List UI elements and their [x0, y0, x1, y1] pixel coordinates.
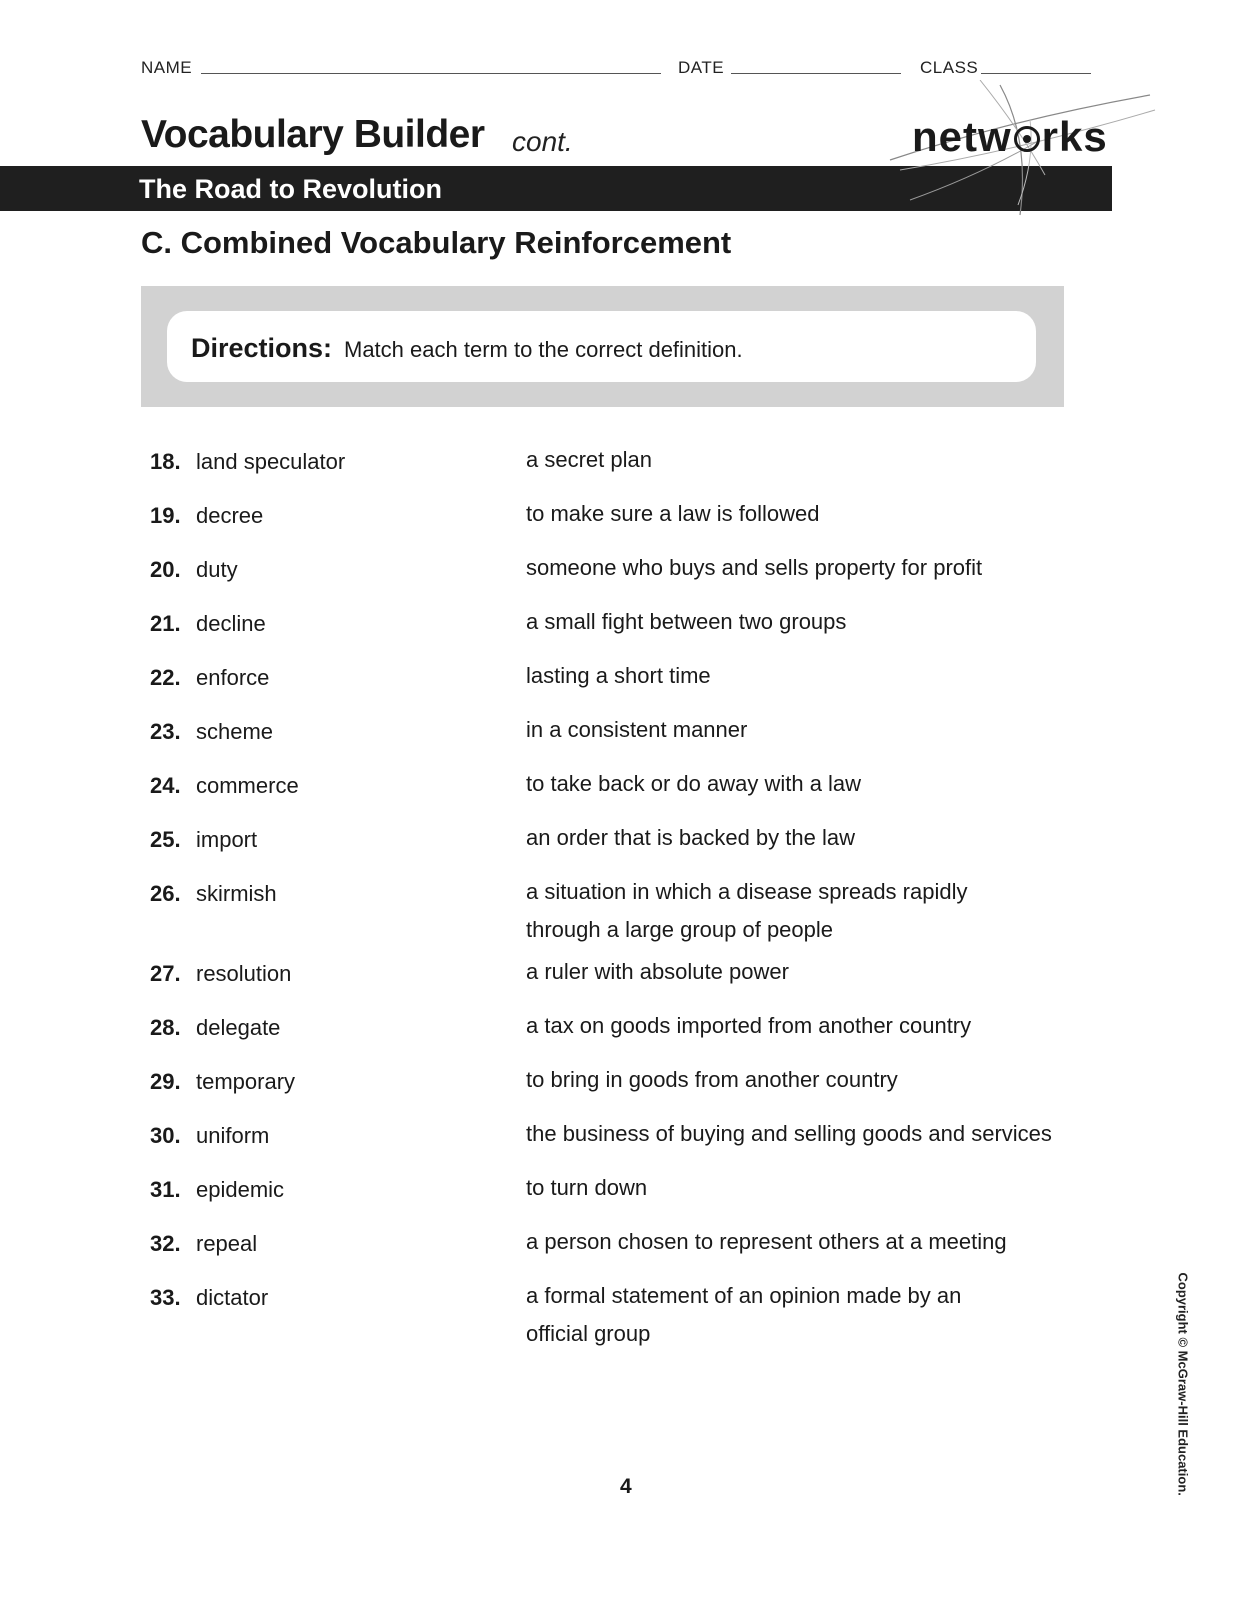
item-term: import: [196, 827, 258, 852]
item-definition: a person chosen to represent others at a meeting: [526, 1229, 1007, 1254]
item-definition: in a consistent manner: [526, 717, 748, 742]
name-field-line[interactable]: [201, 73, 661, 74]
item-term: temporary: [196, 1069, 296, 1094]
item-term: repeal: [196, 1231, 258, 1256]
item-number: 21.: [150, 611, 181, 636]
item-number: 32.: [150, 1231, 181, 1256]
copyright-notice: Copyright © McGraw-Hill Education.: [1175, 1272, 1191, 1496]
item-definition: a formal statement of an opinion made by an official group: [526, 1283, 962, 1346]
item-term: skirmish: [196, 881, 277, 906]
name-label: NAME: [141, 58, 193, 77]
chapter-title: The Road to Revolution: [139, 174, 442, 204]
item-term: resolution: [196, 961, 292, 986]
item-definition: a small fight between two groups: [526, 609, 847, 634]
item-definition: the business of buying and selling goods and services: [526, 1121, 1052, 1146]
item-definition: someone who buys and sells property for profit: [526, 555, 983, 580]
item-term: uniform: [196, 1123, 270, 1148]
item-number: 28.: [150, 1015, 181, 1040]
item-term: dictator: [196, 1285, 269, 1310]
item-definition: to bring in goods from another country: [526, 1067, 898, 1092]
date-field-line[interactable]: [731, 73, 901, 74]
item-definition: to turn down: [526, 1175, 648, 1200]
class-label: CLASS: [920, 58, 979, 77]
item-number: 18.: [150, 449, 181, 474]
item-definition: to take back or do away with a law: [526, 771, 862, 796]
item-term: enforce: [196, 665, 270, 690]
item-term: commerce: [196, 773, 299, 798]
item-definition: an order that is backed by the law: [526, 825, 855, 850]
item-term: delegate: [196, 1015, 281, 1040]
logo-text-end: rks: [1041, 113, 1108, 160]
item-number: 29.: [150, 1069, 181, 1094]
item-term: land speculator: [196, 449, 346, 474]
item-definition: a ruler with absolute power: [526, 959, 789, 984]
item-term: epidemic: [196, 1177, 285, 1202]
item-term: scheme: [196, 719, 274, 744]
item-number: 27.: [150, 961, 181, 986]
section-heading: C. Combined Vocabulary Reinforcement: [141, 225, 732, 260]
item-number: 24.: [150, 773, 181, 798]
directions-text: Match each term to the correct definition.: [344, 337, 743, 362]
item-number: 31.: [150, 1177, 181, 1202]
item-number: 30.: [150, 1123, 181, 1148]
page-title: Vocabulary Builder: [141, 113, 485, 156]
item-number: 22.: [150, 665, 181, 690]
networks-logo: [912, 113, 1108, 161]
logo-target-icon: [1014, 126, 1040, 152]
item-definition: a situation in which a disease spreads rapidly through a large group of people: [526, 879, 968, 942]
directions-label: Directions:: [191, 333, 333, 363]
item-number: 19.: [150, 503, 181, 528]
item-number: 26.: [150, 881, 181, 906]
class-field-line[interactable]: [981, 73, 1091, 74]
item-definition: lasting a short time: [526, 663, 711, 688]
date-label: DATE: [678, 58, 725, 77]
logo-text-start: netw: [912, 113, 1012, 160]
item-term: duty: [196, 557, 238, 582]
item-definition: a secret plan: [526, 447, 652, 472]
item-number: 33.: [150, 1285, 181, 1310]
item-number: 20.: [150, 557, 181, 582]
item-number: 25.: [150, 827, 181, 852]
item-term: decline: [196, 611, 266, 636]
item-number: 23.: [150, 719, 181, 744]
item-definition: a tax on goods imported from another country: [526, 1013, 972, 1038]
page-number: 4: [620, 1475, 632, 1498]
item-definition: to make sure a law is followed: [526, 501, 820, 526]
item-term: decree: [196, 503, 264, 528]
page-title-cont: cont.: [512, 126, 573, 157]
